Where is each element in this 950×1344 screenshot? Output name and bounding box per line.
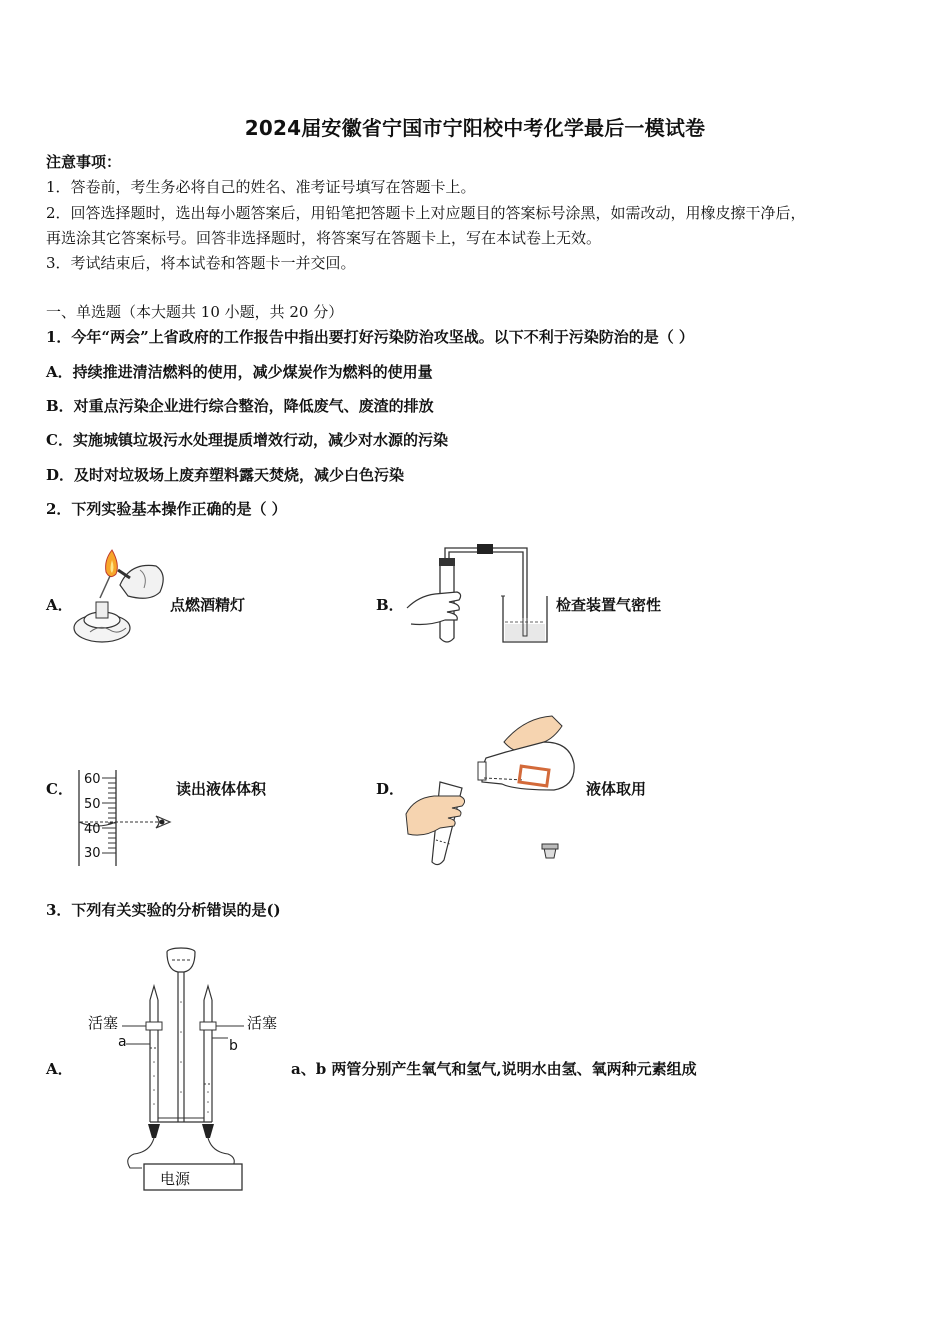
question-2-stem: 2．下列实验基本操作正确的是（ ）	[46, 500, 287, 518]
question-2-option-b-letter: B．	[376, 596, 404, 614]
valve-right-label: 活塞	[247, 1014, 278, 1032]
liquid-pouring-illustration	[404, 712, 584, 868]
question-1-option-c: C．实施城镇垃圾污水处理提质增效行动，减少对水源的污染	[46, 431, 448, 449]
question-3-stem: 3．下列有关实验的分析错误的是()	[46, 901, 281, 919]
cylinder-tick-40: 40	[84, 822, 101, 837]
page-title: 2024届安徽省宁国市宁阳校中考化学最后一模试卷	[244, 116, 706, 140]
power-source-label: 电源	[160, 1170, 191, 1188]
notice-item: 再选涂其它答案标号。回答非选择题时，将答案写在答题卡上，写在本试卷上无效。	[46, 229, 602, 247]
alcohol-lamp-illustration	[70, 540, 175, 650]
airtightness-check-illustration	[405, 540, 555, 650]
valve-left-label: 活塞	[88, 1014, 119, 1032]
question-2-option-c-caption: 读出液体体积	[176, 780, 267, 798]
question-2-option-c-letter: C．	[46, 780, 73, 798]
question-2-option-a-caption: 点燃酒精灯	[170, 596, 246, 614]
cylinder-tick-60: 60	[84, 772, 101, 787]
question-3-option-a-letter: A．	[46, 1060, 73, 1078]
question-1-option-a: A．持续推进清洁燃料的使用，减少煤炭作为燃料的使用量	[46, 363, 433, 381]
electrolysis-apparatus-illustration	[120, 942, 290, 1194]
tube-b-label: b	[229, 1038, 238, 1054]
question-2-option-d-letter: D．	[376, 780, 405, 798]
tube-a-label: a	[118, 1034, 127, 1050]
question-1-option-d: D．及时对垃圾场上废弃塑料露天焚烧，减少白色污染	[46, 466, 405, 484]
notice-item: 1．答卷前，考生务必将自己的姓名、准考证号填写在答题卡上。	[46, 178, 476, 196]
question-1-stem: 1．今年“两会”上省政府的工作报告中指出要打好污染防治攻坚战。以下不利于污染防治的是（ ）	[46, 328, 694, 346]
question-2-option-b-caption: 检查装置气密性	[556, 596, 662, 614]
question-2-option-d-caption: 液体取用	[586, 780, 647, 798]
cylinder-tick-50: 50	[84, 797, 101, 812]
question-2-option-a-letter: A．	[46, 596, 73, 614]
notice-item: 3．考试结束后，将本试卷和答题卡一并交回。	[46, 254, 356, 272]
cylinder-tick-30: 30	[84, 846, 101, 861]
question-3-option-a-caption: a、b 两管分别产生氧气和氢气,说明水由氢、氧两种元素组成	[291, 1060, 697, 1078]
notice-item: 2．回答选择题时，选出每小题答案后，用铅笔把答题卡上对应题目的答案标号涂黑，如需改动，用橡皮擦干净后，	[46, 204, 806, 222]
question-1-option-b: B．对重点污染企业进行综合整治，降低废气、废渣的排放	[46, 397, 434, 415]
section-heading: 一、单选题（本大题共 10 小题，共 20 分）	[46, 303, 344, 321]
notice-heading: 注意事项：	[46, 153, 122, 171]
